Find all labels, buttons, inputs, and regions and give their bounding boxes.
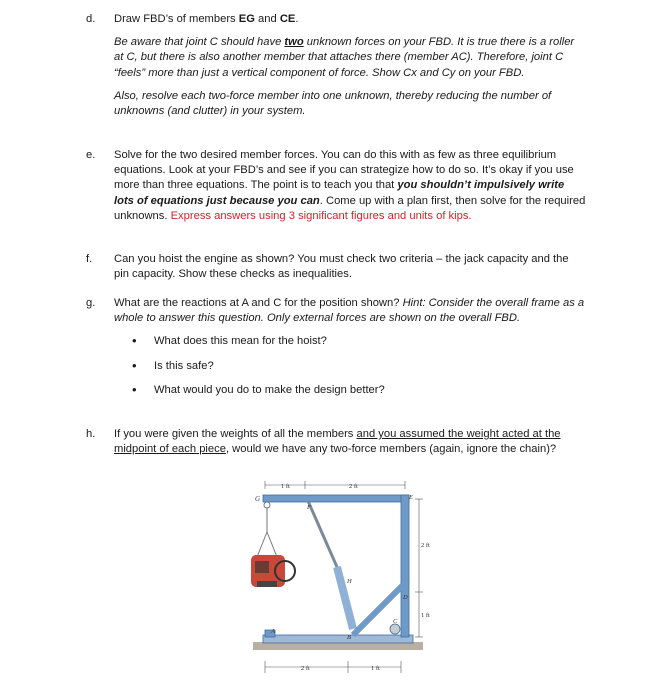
dim-bottom-right: 1 ft — [371, 665, 380, 672]
item-g-text: What are the reactions at A and C for the position shown? Hint: Consider the overall frame as a whole to answer this question. Only external forces are shown on the overall FBD. — [114, 297, 585, 325]
jack-hb — [337, 567, 353, 629]
label-b: B — [347, 634, 351, 641]
item-h — [86, 427, 586, 465]
ground-plate — [263, 635, 413, 643]
roller-c — [390, 624, 400, 634]
dim-bottom-left: 2 ft — [301, 665, 310, 672]
dim-top-left: 1 ft — [281, 483, 290, 490]
engine — [251, 555, 295, 587]
jack-fh — [308, 501, 337, 567]
label-c: C — [393, 618, 398, 625]
item-letter: g. — [86, 297, 96, 309]
list-item: • Is this safe? — [132, 359, 586, 374]
label-e: E — [409, 494, 413, 501]
item-h-text: If you were given the weights of all the members and you assumed the weight acted at the midpoint of each piece, would we have any two-force members (again, ignore the chain)? — [114, 428, 561, 456]
item-f — [86, 252, 586, 290]
item-letter: e. — [86, 149, 96, 161]
member-ce — [401, 495, 409, 637]
chain — [257, 502, 277, 557]
item-letter: d. — [86, 13, 96, 25]
dim-right-upper: 2 ft — [421, 542, 430, 549]
item-d-title: Draw FBD’s of members EG and CE. — [114, 13, 299, 25]
list-item: • What does this mean for the hoist? — [132, 334, 586, 349]
member-ge — [263, 495, 409, 502]
item-f-text: Can you hoist the engine as shown? You must check two criteria – the jack capacity and the pin capacity. Show these checks as inequalities. — [114, 253, 569, 281]
engine-hoist-diagram — [243, 477, 448, 687]
label-f: F — [307, 504, 311, 511]
dim-top-right: 2 ft — [349, 483, 358, 490]
item-letter: h. — [86, 428, 96, 440]
item-letter: f. — [86, 253, 93, 265]
label-g: G — [255, 495, 261, 503]
item-g — [86, 296, 586, 407]
label-h: H — [347, 578, 352, 585]
item-d-note: Be aware that joint C should have two unknown forces on your FBD. It is true there is a roller at C, but there is also another member that attaches there (member AC). Therefore, joint C “feels” more than just a vertical component of force. Show Cx and Cy on your FBD. — [114, 36, 575, 79]
item-d — [86, 12, 586, 127]
engine-hoist-figure — [243, 477, 448, 687]
item-d-resolve: Also, resolve each two-force member into one unknown, thereby reducing the number of unknowns (and clutter) in your system. — [114, 89, 552, 118]
dim-right-lower: 1 ft — [421, 612, 430, 619]
item-e-text: Solve for the two desired member forces. You can do this with as few as three equilibrium equations. Look at your FBD’s and see if you can strategize how to do so. It’s okay if you use more than three equations. The point is to teach you that you shouldn’t impulsively write lots of equations just because you can. Come up with a plan first, then solve for the required unknowns. Express answers using 3 significant figures and units of kips. — [114, 149, 586, 222]
item-e — [86, 148, 586, 232]
label-d: D — [403, 594, 408, 601]
item-g-bullets — [114, 334, 586, 398]
list-item: • What would you do to make the design better? — [132, 383, 586, 398]
label-a: A — [271, 628, 275, 635]
